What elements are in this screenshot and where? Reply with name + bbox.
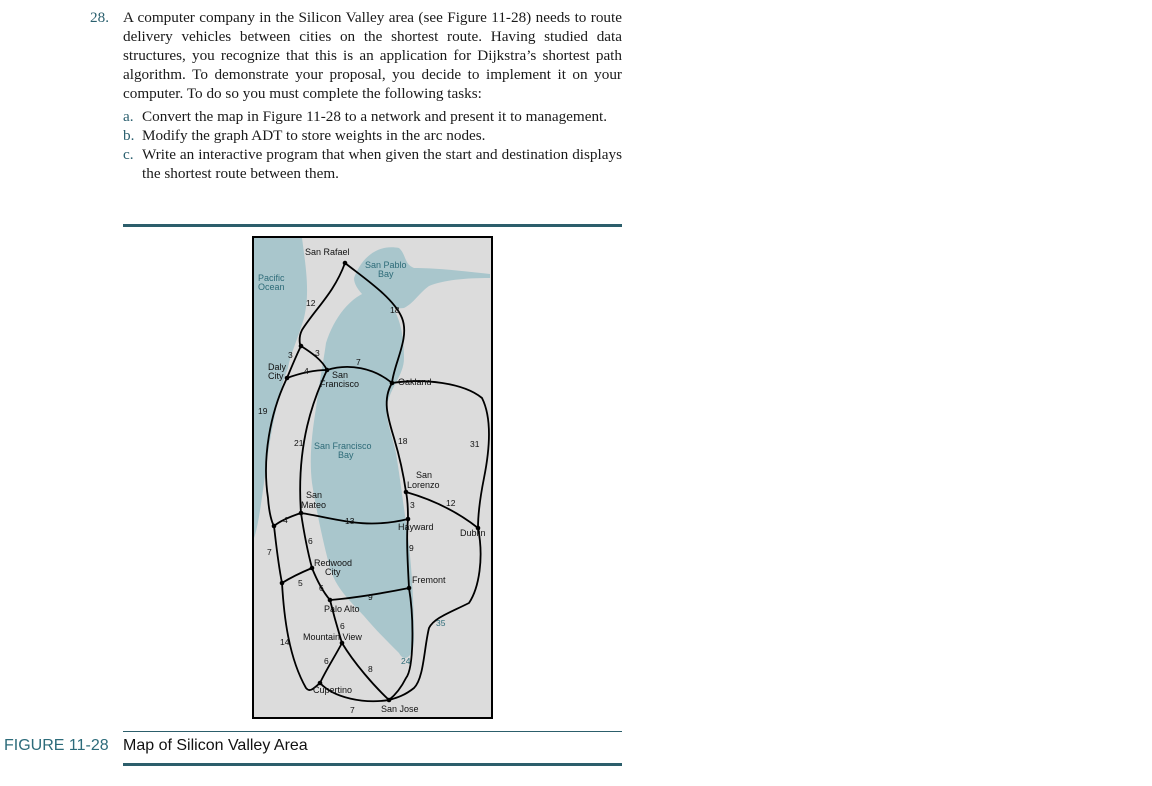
figure-top-rule	[123, 224, 622, 227]
task-a	[123, 108, 622, 127]
node-daly-city	[285, 376, 290, 381]
weight-3-hayward: 3	[410, 500, 415, 510]
weight-8: 8	[368, 664, 373, 674]
figure-caption	[4, 737, 308, 755]
node-san-francisco	[325, 368, 330, 373]
label-sf-bay-2: Bay	[338, 450, 354, 460]
label-san-mateo-1: San	[306, 490, 323, 500]
task-letter: b.	[123, 127, 135, 144]
exercise-28	[90, 8, 622, 184]
weight-5: 5	[298, 578, 303, 588]
node-junction-southwest	[280, 581, 285, 586]
weight-3-west: 3	[288, 350, 293, 360]
road-oakland-dublin	[392, 381, 489, 528]
weight-7-cupertino-sanjose: 7	[350, 705, 355, 715]
task-c	[123, 146, 622, 183]
weight-6-sanmateo-redwood: 6	[308, 536, 313, 546]
label-sf-bay-1: San Francisco	[314, 441, 372, 451]
label-dublin: Dublin	[460, 528, 486, 538]
weight-6-redwood-paloalto: 6	[319, 583, 324, 593]
san-francisco-bay	[311, 290, 414, 658]
weight-9-hayward-fremont: 9	[409, 543, 414, 553]
figure-label: FIGURE 11-28	[4, 737, 109, 754]
task-text: Convert the map in Figure 11-28 to a network and present it to management.	[142, 108, 608, 125]
node-palo-alto	[328, 598, 333, 603]
figure-title: Map of Silicon Valley Area	[123, 737, 308, 754]
label-daly-city-1: Daly	[268, 362, 287, 372]
caption-top-rule	[123, 731, 622, 732]
weight-18-south: 18	[398, 436, 408, 446]
weight-19: 19	[258, 406, 268, 416]
label-cupertino: Cupertino	[313, 685, 353, 695]
node-san-lorenzo	[404, 490, 409, 495]
weight-24: 24	[401, 656, 411, 666]
weight-31: 31	[470, 439, 480, 449]
task-letter: c.	[123, 146, 134, 163]
road-sanlorenzo-hayward	[406, 492, 408, 519]
label-san-rafael: San Rafael	[305, 247, 350, 257]
weight-7-sf-oakland: 7	[356, 357, 361, 367]
label-mountain-view: Mountain View	[303, 632, 362, 642]
label-fremont: Fremont	[412, 575, 446, 585]
label-oakland: Oakland	[398, 377, 432, 387]
weight-12-dublin: 12	[446, 498, 456, 508]
weight-9-paloalto-fremont: 9	[368, 592, 373, 602]
weight-21: 21	[294, 438, 304, 448]
weight-4-daly-sf: 4	[304, 366, 309, 376]
task-text: Modify the graph ADT to store weights in the arc nodes.	[142, 127, 486, 144]
weight-12-north: 12	[306, 298, 316, 308]
weight-7-west: 7	[267, 547, 272, 557]
label-san-lorenzo-1: San	[416, 470, 433, 480]
label-pacific-2: Ocean	[258, 282, 285, 292]
label-redwood-city-2: City	[325, 567, 341, 577]
node-junction-west	[272, 524, 277, 529]
label-redwood-city-1: Redwood	[314, 558, 353, 568]
exercise-text: A computer company in the Silicon Valley area (see Figure 11-28) needs to route delivery vehicles between cities on the shortest route. Having studied data structures, you recognize that this is an application for Dijkstra’s shortest path algorithm. To demonstrate your proposal, you decide to implement it on your computer. To do so you must complete the following tasks:	[123, 9, 622, 102]
task-letter: a.	[123, 108, 134, 125]
node-san-rafael	[343, 261, 348, 266]
weight-14: 14	[280, 637, 290, 647]
weight-18-north: 18	[390, 305, 400, 315]
exercise-number: 28.	[90, 9, 109, 26]
weight-35: 35	[436, 618, 446, 628]
weight-13: 13	[345, 516, 355, 526]
weight-6-mtnview-cupertino: 6	[324, 656, 329, 666]
label-hayward: Hayward	[398, 522, 434, 532]
node-oakland	[390, 381, 395, 386]
weight-4-sanmateo: 4	[283, 515, 288, 525]
node-hayward	[406, 517, 411, 522]
road-redwood-west	[282, 568, 312, 583]
label-sf-1: San	[332, 370, 349, 380]
road-west-south	[274, 526, 282, 583]
label-san-pablo-1: San Pablo	[365, 260, 407, 270]
label-san-lorenzo-2: Lorenzo	[407, 480, 440, 490]
label-pacific-1: Pacific	[258, 273, 285, 283]
label-daly-city-2: City	[268, 371, 284, 381]
weight-6-paloalto-mtnview: 6	[340, 621, 345, 631]
label-san-mateo-2: Mateo	[301, 500, 327, 510]
node-fremont	[407, 586, 412, 591]
task-b	[123, 127, 622, 146]
task-list	[90, 108, 622, 183]
weight-3-east: 3	[315, 348, 320, 358]
node-san-jose	[387, 698, 392, 703]
label-sf-2: Francisco	[320, 379, 360, 389]
caption-bottom-rule	[123, 763, 622, 766]
node-san-mateo	[299, 511, 304, 516]
label-san-jose: San Jose	[381, 704, 419, 714]
silicon-valley-map	[252, 236, 493, 719]
task-text: Write an interactive program that when given the start and destination displays the shortest route between them.	[142, 146, 622, 182]
node-junction-north	[299, 344, 304, 349]
map-svg	[254, 238, 491, 717]
label-san-pablo-2: Bay	[378, 269, 394, 279]
label-palo-alto: Palo Alto	[324, 604, 360, 614]
